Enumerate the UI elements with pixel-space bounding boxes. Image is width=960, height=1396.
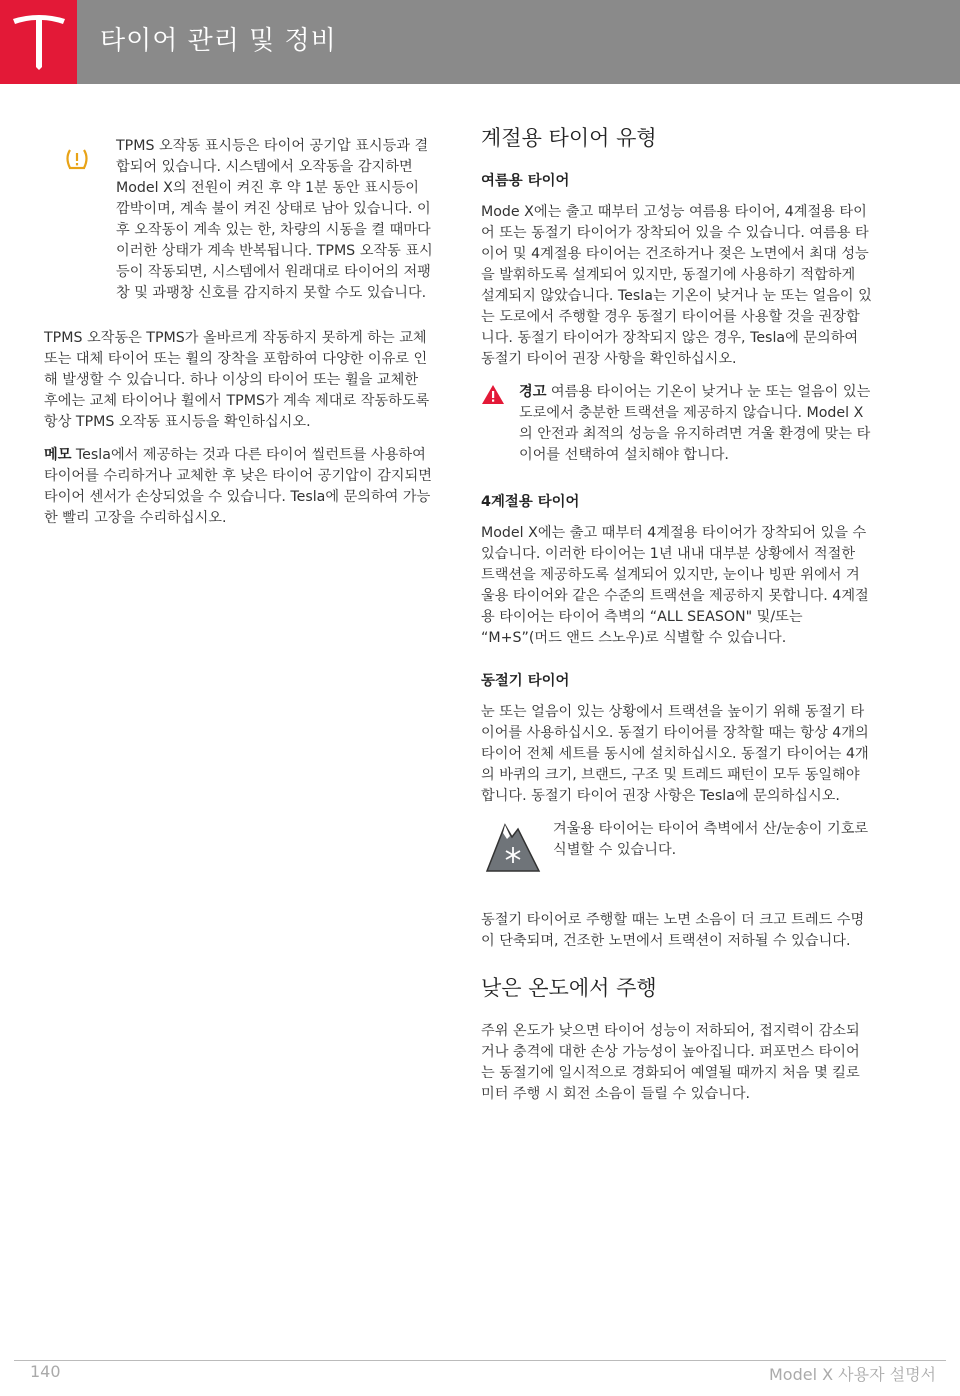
summer-warning — [481, 382, 873, 466]
winter-after: 동절기 타이어로 주행할 때는 노면 소음이 더 크고 트레드 수명이 단축되며, 건조한 노면에서 트랙션이 저하될 수 있습니다. — [481, 912, 865, 949]
tesla-logo — [0, 0, 77, 84]
summer-heading: 여름용 타이어 — [481, 173, 570, 189]
warning-triangle-icon — [481, 382, 519, 466]
mountain-snowflake-icon — [481, 819, 553, 880]
manual-name: Model X 사용자 설명서 — [769, 1365, 936, 1384]
winter-section — [481, 671, 873, 952]
tpms-notice — [44, 136, 436, 304]
left-column — [44, 136, 436, 541]
tpms-warning-icon — [44, 136, 116, 304]
allseason-heading: 4계절용 타이어 — [481, 494, 580, 510]
winter-body: 눈 또는 얼음이 있는 상황에서 트랙션을 높이기 위해 동절기 타이어를 사용하십시오. 동절기 타이어를 장착할 때는 항상 4개의 타이어 전체 세트를 동시에 설치하십시오. 동절기 타이어는 4개의 바퀴의 크기, 브랜드, 구조 및 트레드 패턴이 모두 동일해야 합니다. 동절기 타이어 권장 사항은 Tesla에 문의하십시오. — [481, 704, 869, 804]
seasonal-tires-heading: 계절용 타이어 유형 — [481, 126, 657, 150]
summer-section — [481, 171, 873, 466]
cold-driving-body: 주위 온도가 낮으면 타이어 성능이 저하되어, 접지력이 감소되거나 충격에 대한 손상 가능성이 높아집니다. 퍼포먼스 타이어는 동절기에 일시적으로 경화되어 예열될 때까지 처음 몇 킬로미터 주행 시 회전 소음이 들릴 수 있습니다. — [481, 1023, 860, 1102]
note-text: Tesla에서 제공하는 것과 다른 타이어 씰런트를 사용하여 타이어를 수리하거나 교체한 후 낮은 타이어 공기압이 감지되면 타이어 센서가 손상되었을 수 있습니다. Tesla에 문의하여 가능한 빨리 고장을 수리하십시오. — [44, 447, 432, 526]
allseason-section — [481, 492, 873, 649]
snow-note-text: 겨울용 타이어는 타이어 측벽에서 산/눈송이 기호로 식별할 수 있습니다. — [553, 821, 869, 858]
snow-symbol-note — [481, 819, 873, 880]
allseason-body: Model X에는 출고 때부터 4계절용 타이어가 장착되어 있을 수 있습니다. 이러한 타이어는 1년 내내 대부분 상황에서 적절한 트랙션을 제공하도록 설계되어 있지만, 눈이나 빙판 위에서 겨울용 타이어와 같은 수준의 트랙션을 제공하지 못합니다. 4계절용 타이어는 타이어 측벽의 “ALL SEASON" 및/또는 “M+S”(머드 앤드 스노우)로 식별할 수 있습니다. — [481, 525, 869, 646]
note-label: 메모 — [44, 447, 72, 463]
note-paragraph — [44, 445, 436, 529]
warning-text: 여름용 타이어는 기온이 낮거나 눈 또는 얼음이 있는 도로에서 충분한 트랙션을 제공하지 않습니다. Model X의 안전과 최적의 성능을 유지하려면 겨울 환경에 맞는 타이어를 선택하여 설치해야 합니다. — [519, 384, 871, 463]
page-title: 타이어 관리 및 정비 — [100, 26, 337, 56]
tpms-notice-text: TPMS 오작동 표시등은 타이어 공기압 표시등과 결합되어 있습니다. 시스템에서 오작동을 감지하면 Model X의 전원이 켜진 후 약 1분 동안 표시등이 깜박이며, 계속 불이 켜진 상태로 남아 있습니다. 이후 오작동이 계속 있는 한, 차량의 시동을 켤 때마다 이러한 상태가 계속 반복됩니다. TPMS 오작동 표시등이 작동되면, 시스템에서 원래대로 타이어의 저팽창 및 과팽창 신호를 감지하지 못할 수도 있습니다. — [116, 138, 433, 301]
summer-warning-text — [519, 382, 873, 466]
tesla-logo-icon — [11, 13, 67, 71]
summer-body: Mode X에는 출고 때부터 고성능 여름용 타이어, 4계절용 타이어 또는 동절기 타이어가 장착되어 있을 수 있습니다. 여름용 타이어 및 4계절용 타이어는 건조하거나 젖은 노면에서 최대 성능을 발휘하도록 설계되어 있지만, 동절기에 사용하기 적합하게 설계되지 않았습니다. Tesla는 기온이 낮거나 눈 또는 얼음이 있는 도로에서 주행할 경우 동절기 타이어를 사용할 것을 권장합니다. 동절기 타이어가 장착되지 않은 경우, Tesla에 문의하여 동절기 타이어 권장 사항을 확인하십시오. — [481, 204, 872, 367]
winter-heading: 동절기 타이어 — [481, 673, 570, 689]
right-column — [481, 128, 873, 1117]
page-number: 140 — [30, 1362, 61, 1381]
cold-driving-heading: 낮은 온도에서 주행 — [481, 976, 657, 1000]
page-header — [0, 0, 960, 84]
footer-divider — [14, 1360, 946, 1361]
tpms-paragraph: TPMS 오작동은 TPMS가 올바르게 작동하지 못하게 하는 교체 또는 대체 타이어 또는 휠의 장착을 포함하여 다양한 이유로 인해 발생할 수 있습니다. 하나 이상의 타이어 또는 휠을 교체한 후에는 교체 타이어나 휠에서 TPMS가 계속 제대로 작동하도록 항상 TPMS 오작동 표시등을 확인하십시오. — [44, 330, 430, 430]
warning-label: 경고 — [519, 384, 547, 400]
